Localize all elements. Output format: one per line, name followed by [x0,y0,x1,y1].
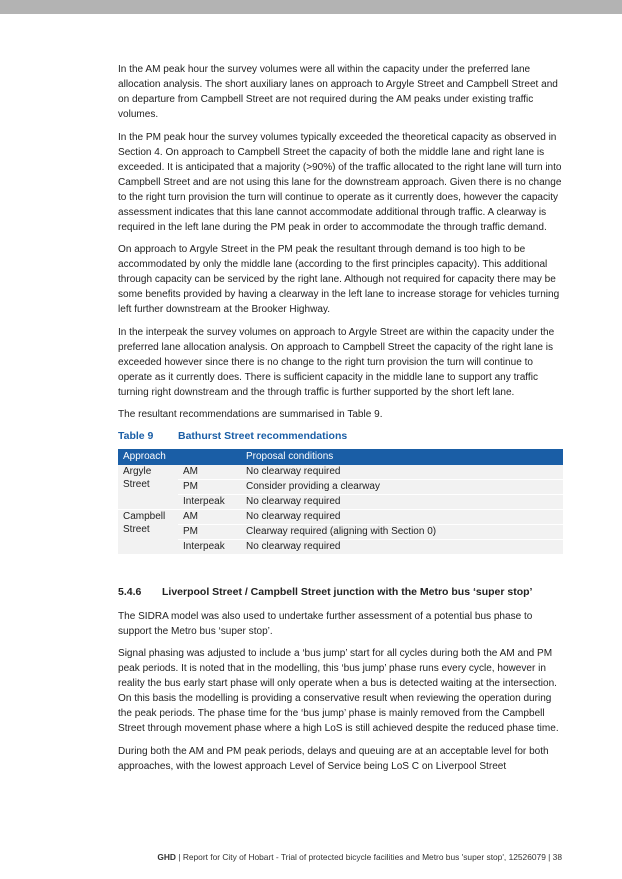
top-bar [0,0,622,14]
page-footer [130,852,562,862]
period-cell: AM [178,509,241,524]
table-caption [118,430,563,444]
section-title: Liverpool Street / Campbell Street junction with the Metro bus ‘super stop’ [162,585,533,598]
table-row [118,465,563,480]
paragraph: In the AM peak hour the survey volumes were all within the capacity under the preferred lane allocation analysis. The short auxiliary lanes on approach to Argyle Street and Campbell Street and on departure from Campbell Street are not required during the AM peaks under existing traffic volumes. [118,64,558,120]
recommendations-table [118,449,563,555]
paragraph: In the PM peak hour the survey volumes typically exceeded the theoretical capacity as observed in Section 4. On approach to Campbell Street the capacity of both the middle lane and right lane is exceeded. It is anticipated that a majority (>90%) of the traffic allocated to the right lane will turn into Campbell Street and are not using this lane for the downstream approach. Given there is no change to the right turn provision the turn will continue to operate as it currently does, however the capacity assessment indicates that this lane cannot accommodate additional through traffic. A clearway is required in the left lane during the PM peak in order to accommodate the through traffic demand. [118,131,562,233]
paragraph: On approach to Argyle Street in the PM peak the resultant through demand is too high to be accommodated by only the middle lane (according to the first principles capacity). This additional through capacity can be serviced by the right lane. Although not required for capacity there may be some benefits provided by having a clearway in the left lane to increase storage for vehicles turning left further downstream at the Brooker Highway. [118,244,560,315]
period-cell: PM [178,479,241,494]
period-cell: Interpeak [178,494,241,509]
table-header-row [118,449,563,465]
footer-company: GHD [157,852,176,862]
paragraph: In the interpeak the survey volumes on approach to Argyle Street are within the capacity under the preferred lane allocation analysis. On approach to Campbell Street the capacity of the right lane is exceeded however since there is no change to the right turn provision the turn will continue to operate as it currently does. There is sufficient capacity in the middle lane to support any traffic turning right downstream and the through traffic is further supported by the short left lane. [118,326,555,398]
period-cell: AM [178,465,241,480]
page-content [118,62,563,781]
table-row [118,509,563,524]
period-cell: PM [178,524,241,539]
approach-cell: Argyle Street [118,465,178,510]
footer-text: | Report for City of Hobart - Trial of protected bicycle facilities and Metro bus 'super stop', 12526079 | 38 [175,852,562,862]
condition-cell: No clearway required [241,509,563,524]
condition-cell: No clearway required [241,539,563,554]
header-approach: Approach [118,449,178,465]
condition-cell: No clearway required [241,494,563,509]
table-caption-title: Bathurst Street recommendations [178,429,348,442]
condition-cell: Consider providing a clearway [241,479,563,494]
table-row [118,479,563,494]
paragraph: The resultant recommendations are summarised in Table 9. [118,409,383,420]
paragraph: The SIDRA model was also used to undertake further assessment of a potential bus phase to support the Metro bus ‘super stop’. [118,610,533,637]
condition-cell: No clearway required [241,465,563,480]
table-row [118,539,563,554]
header-proposal-conditions: Proposal conditions [241,449,563,465]
approach-cell: Campbell Street [118,509,178,554]
section-heading [118,585,563,600]
paragraph: During both the AM and PM peak periods, delays and queuing are at an acceptable level for both approaches, with the lowest approach Level of Service being LoS C on Liverpool Street [118,745,549,772]
table-caption-number: Table 9 [118,429,154,442]
header-period [178,449,241,465]
section-number: 5.4.6 [118,585,142,598]
condition-cell: Clearway required (aligning with Section 0) [241,524,563,539]
table-row [118,494,563,509]
paragraph: Signal phasing was adjusted to include a ‘bus jump’ start for all cycles during both the AM and PM peak periods. It is noted that in the modelling, this ‘bus jump’ phase runs every cycle, however in reality the bus early start phase will only operate when a bus is detected waiting at the intersection. On this basis the modelling is providing a conservative result when reviewing the operation during the peak periods. The phase time for the ‘bus jump’ phase is mainly removed from the Campbell Street through movement phase where a high LoS is still achieved despite the reduced phase time. [118,648,559,734]
table-row [118,524,563,539]
period-cell: Interpeak [178,539,241,554]
